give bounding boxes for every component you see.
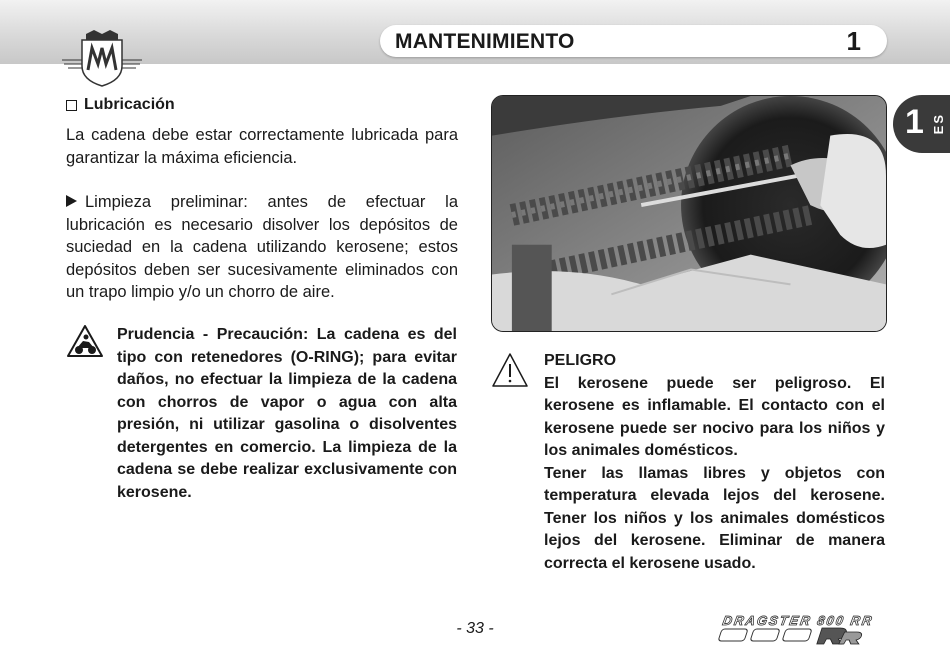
section-title-bar (380, 25, 887, 57)
play-arrow-icon (66, 195, 77, 207)
lubrication-heading (66, 95, 458, 115)
chapter-side-tab (893, 95, 950, 153)
side-tab-number: 1 (905, 103, 924, 141)
motorcycle-caution-icon (66, 324, 104, 358)
mv-agusta-logo (60, 30, 144, 88)
side-tab-language: ES (931, 113, 946, 135)
chapter-number: 1 (846, 26, 861, 56)
lubrication-section (66, 95, 458, 304)
dragster-brand-logo (710, 610, 890, 646)
danger-text-2: Tener las llamas libres y objetos con temperatura elevada lejos del kerosene. Tener los niños y los animales domésticos lejos del kerosene. Eliminar de manera correcta el kerosene usado. (544, 464, 885, 572)
lubrication-intro: La cadena debe estar correctamente lubricada para garantizar la máxima eficiencia. (66, 126, 458, 167)
checkbox-icon (66, 100, 77, 111)
caution-text: Prudencia - Precaución: La cadena es del tipo con retenedores (O-RING); para evitar daños, no efectuar la limpieza de la cadena con chorros de vapor o agua con alta presión, ni utilizar gasolina o disolventes detergentes en comercio. La limpieza de la cadena se debe realizar exclusivamente con kerosene. (117, 326, 457, 501)
brand-text: DRAGSTER 800 RR (721, 613, 875, 628)
danger-title: PELIGRO (544, 352, 617, 369)
chain-cleaning-photo (491, 95, 887, 332)
lubrication-step-text: Limpieza preliminar: antes de efectuar la lubricación es necesario disolver los depósitos de suciedad en la cadena utilizando kerosene; estos depósitos deben ser sucesivamente eliminados con un trapo limpio y/o un chorro de aire. (66, 193, 458, 301)
lubrication-step (66, 191, 458, 304)
lubrication-heading-text: Lubricación (84, 96, 175, 113)
page-number: - 33 - (456, 620, 494, 637)
section-title: MANTENIMIENTO (395, 30, 575, 53)
danger-text-block (544, 350, 885, 575)
warning-triangle-icon (491, 352, 529, 388)
danger-text-1: El kerosene puede ser peligroso. El kerosene es inflamable. El contacto con el kerosene puede ser nocivo para los niños y los animales domésticos. (544, 374, 885, 459)
